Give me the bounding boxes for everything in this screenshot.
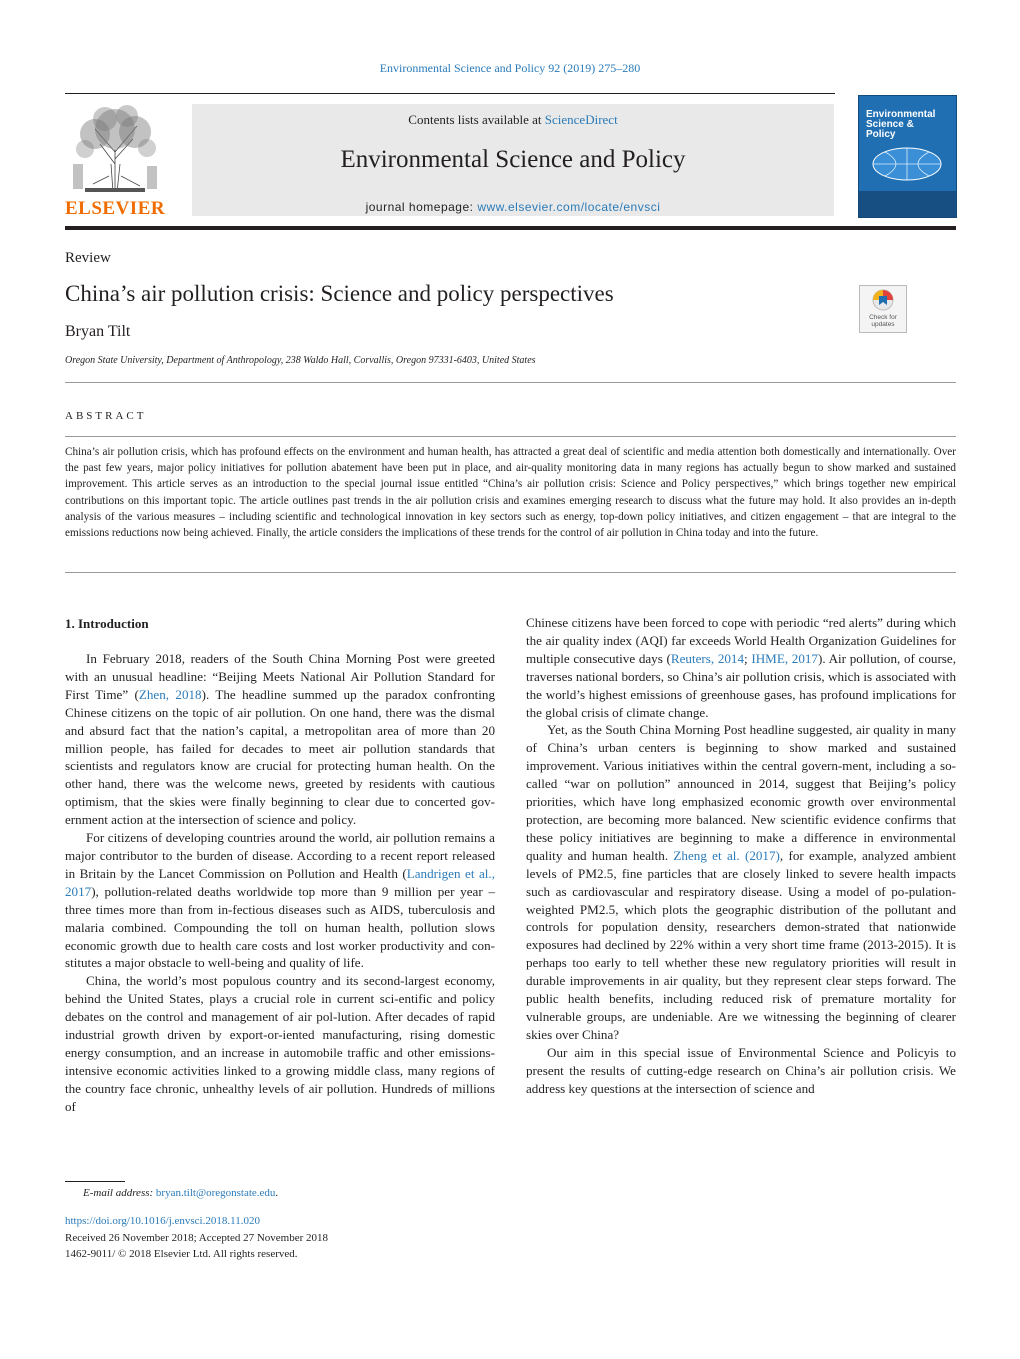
sciencedirect-link[interactable]: ScienceDirect — [544, 112, 618, 127]
section-heading: 1. Introduction — [65, 616, 149, 631]
journal-banner — [192, 104, 834, 216]
copyright: 1462-9011/ © 2018 Elsevier Ltd. All rights reserved. — [65, 1248, 298, 1260]
homepage-prefix: journal homepage: — [365, 200, 478, 214]
cover-title-line: Environmental — [866, 109, 936, 120]
author-name: Bryan Tilt — [65, 323, 131, 340]
article-title: China’s air pollution crisis: Science and policy perspectives — [65, 281, 614, 306]
contents-line — [192, 112, 834, 128]
email-label: E-mail address: — [83, 1187, 156, 1199]
article-type: Review — [65, 250, 111, 266]
paragraph — [526, 614, 956, 721]
abstract-heading: ABSTRACT — [65, 410, 147, 422]
paragraph: Our aim in this special issue of Environmental Science and Policyis to present the results of cutting-edge research on China’s air pollution crisis. We address key questions at the intersection of science and — [526, 1044, 956, 1096]
paragraph — [526, 721, 956, 1043]
paragraph — [65, 650, 495, 829]
cover-title-line: Policy — [866, 129, 896, 140]
citation-link[interactable]: Zhen, 2018 — [138, 686, 202, 702]
citation-link[interactable]: Zheng et al. (2017) — [673, 847, 780, 863]
divider — [65, 436, 956, 437]
publisher-wordmark: ELSEVIER — [65, 198, 166, 219]
journal-homepage — [192, 200, 834, 214]
text: Yet, as the South China Morning Post headline suggested, air quality in many of China’s urban centers is beginning to show marked and sustained improvement. Various initiatives within the central govern-ment, including a so-called “war on pollution” announced in 2014, suggest that Beijing’s policy priorities, which have long emphasized economic growth over environmental protection, are becoming more balanced. New scientific evidence confirms that these policy initiatives are beginning to make a difference in environmental quality and human health. — [526, 722, 956, 863]
top-divider — [65, 93, 835, 94]
journal-title: Environmental Science and Policy — [340, 146, 686, 173]
abstract-text: China’s air pollution crisis, which has profound effects on the environment and human health, has attracted a great deal of scientific and media attention both domestically and internationally. Over the past few years, major policy initiatives for pollution abatement have been put in place, and air-quality monitoring data in many regions has actually begun to show marked and sustained improvement. This article serves as an introduction to the special journal issue entitled “China’s air pollution crisis: Science and Policy perspectives,” which brings together new empirical contributions on this important topic. The article outlines past trends in the air pollution crisis and examines emerging research to discuss what the future may hold. It also provides an in-depth analysis of the various measures – including scientific and technological innovation in key sectors such as energy, top-down policy initiatives, and citizen engagement – that are integral to the emissions reductions now being achieved. Finally, the article considers the implications of these trends for the control of air pollution in China today and into the future. — [65, 446, 956, 540]
citation-link[interactable]: Reuters, 2014 — [670, 650, 745, 666]
crossmark-label: Check for updates — [869, 314, 897, 328]
text: ; — [744, 650, 752, 666]
contents-prefix: Contents lists available at — [408, 112, 545, 127]
text: ). Air pollution, of course, traverses national borders, so China’s air pollution crisis, which is associated with the world’s highest emissions of greenhouse gases, has profound implications for the global crisis of climate change. — [526, 650, 956, 720]
header-divider — [65, 226, 956, 230]
crossmark-badge[interactable] — [859, 285, 907, 333]
divider — [65, 382, 956, 383]
article-dates: Received 26 November 2018; Accepted 27 November 2018 — [65, 1232, 329, 1244]
text: ). The headline summed up the paradox confronting Chinese citizens on the topic of air pollution. On one hand, there was the dismal and absurd fact that the nation’s capital, a metropolitan area of more than 20 million people, has failed for decades to meet air pollution standards that scientists and regulators know are crucial for protecting human health. On the other hand, there was the welcome news, greeted by residents with cautious optimism, that the skies were finally beginning to clear due to concerted gov-ernment action at the intersection of science and policy. — [65, 686, 495, 828]
journal-reference[interactable]: Environmental Science and Policy 92 (2019) 275–280 — [379, 61, 641, 75]
divider — [65, 572, 956, 573]
cover-title — [866, 110, 935, 140]
text: , for example, analyzed ambient levels of PM2.5, fine particles that are closely linked to severe health impacts such as cardiovascular and respiratory disease. Using a model of po-pulation-weighted PM2.5, which plots the geographic distribution of the pollutant and controls for population density, researchers demon-strated that nationwide exposures had declined by 22% within a very short time frame (2013-2015). It is perhaps too early to tell whether these new regulatory priorities will result in durable improvements in air quality, but they represent clear steps forward. The public health benefits, including reduced risk of premature mortality for vulnerable groups, are undeniable. Are we witnessing the beginning of clearer skies over China? — [526, 847, 956, 1042]
cover-title-line: Science & — [866, 119, 914, 130]
text: In February 2018, readers of the South China Morning Post were greeted with an unusual headline: “Beijing Meets National Air Pollution Standard for First Time” ( — [65, 651, 495, 702]
text: For citizens of developing countries around the world, air pollution remains a major contributor to the burden of disease. According to a recent report released in Britain by the Lancet Commission on Pollution and Health ( — [65, 830, 495, 881]
cover-footer-band — [859, 191, 956, 217]
journal-cover-thumbnail[interactable] — [858, 95, 957, 218]
email-suffix: . — [275, 1187, 279, 1199]
footnote — [83, 1187, 278, 1199]
homepage-link[interactable]: www.elsevier.com/locate/envsci — [477, 200, 661, 214]
body-column-left — [65, 650, 495, 1116]
citation-link[interactable]: IHME, 2017 — [751, 650, 818, 666]
paragraph — [65, 829, 495, 972]
footnote-divider — [65, 1181, 125, 1182]
globe-icon — [871, 146, 943, 182]
crossmark-icon — [872, 289, 894, 313]
email-link[interactable]: bryan.tilt@oregonstate.edu — [155, 1187, 276, 1199]
author-affiliation: Oregon State University, Department of Anthropology, 238 Waldo Hall, Corvallis, Oregon 97331-6403, United States — [65, 355, 536, 366]
text: ), pollution-related deaths worldwide top more than 9 million per year – three times more than from in-fectious diseases such as AIDS, tuberculosis and malaria combined. Compounding the toll on human health, pollution slows economic growth due to health care costs and lost worker productivity and con-stitutes a major obstacle to well-being and quality of life. — [65, 883, 495, 971]
paragraph: China, the world’s most populous country and its second-largest economy, behind the United States, plays a crucial role in current sci-entific and policy debates on the control and management of air pol-lution. After decades of rapid industrial growth driven by export-or-iented manufacturing, rising domestic energy consumption, and an increase in automobile traffic and other emissions-intensive economic activities linked to a growing middle class, many regions of the country face chronic, unhealthy levels of air pollution. Hundreds of millions of — [65, 973, 495, 1114]
text: Chinese citizens have been forced to cope with periodic “red alerts” during which the air quality index (AQI) far exceeds World Health Organization Guidelines for multiple consecutive days ( — [526, 615, 956, 666]
doi-link[interactable]: https://doi.org/10.1016/j.envsci.2018.11.020 — [65, 1215, 260, 1227]
body-column-right — [526, 614, 956, 1097]
citation-link[interactable]: Landrigen et al., 2017 — [65, 865, 495, 899]
